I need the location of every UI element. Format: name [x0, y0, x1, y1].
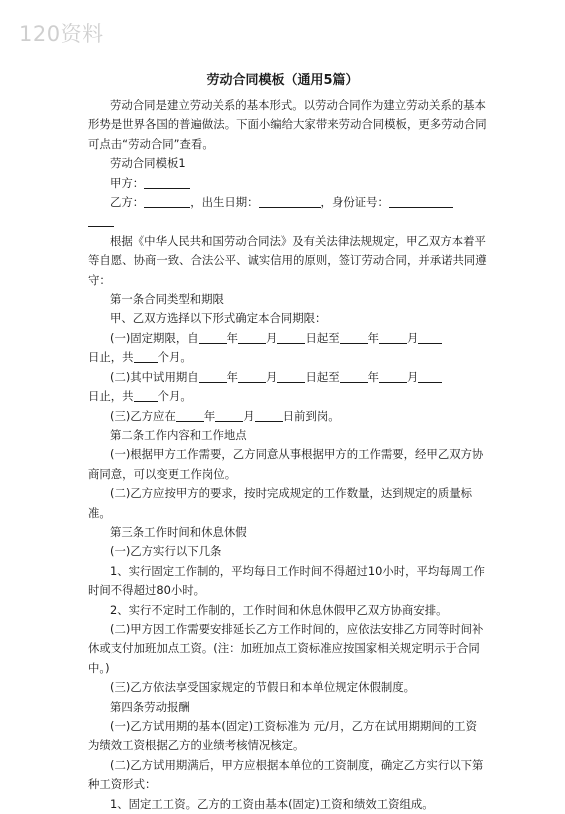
year-label: 年 — [203, 408, 216, 423]
month-label: 月 — [266, 369, 278, 384]
article-1-title: 第一条合同类型和期限 — [110, 292, 224, 307]
year-label: 年 — [226, 330, 239, 345]
report-date-line — [88, 407, 488, 426]
blank — [238, 370, 266, 383]
document-body — [88, 96, 488, 814]
month-label: 月 — [407, 330, 419, 345]
article-3-paragraph-2: 2、实行不定时工作制的，工作时间和休息休假甲乙双方协商安排。 — [110, 602, 448, 617]
blank — [277, 331, 305, 344]
blank — [199, 370, 227, 383]
day-label: 日前到岗。 — [282, 408, 340, 423]
article-2-title: 第二条工作内容和工作地点 — [110, 427, 247, 442]
fixed-term-label: (一)固定期限，自 — [110, 330, 199, 345]
blank — [379, 331, 407, 344]
blank — [255, 409, 283, 422]
blank — [418, 331, 442, 344]
trial-term-label: (二)其中试用期自 — [110, 369, 199, 384]
id-blank — [389, 195, 453, 208]
article-3-paragraph-4: (三)乙方依法享受国家规定的节假日和本单位规定休假制度。 — [110, 680, 416, 695]
article-4-title: 第四条劳动报酬 — [110, 699, 190, 714]
blank — [418, 370, 442, 383]
article-3-paragraph-3: (二)甲方因工作需要安排延长乙方工作时间的，应依法安排乙方同等时间补休或支付加班加点工资。(注：加班加点工资标准应按国家相关规定明示于合同中。) — [88, 621, 484, 675]
birth-label: ，出生日期： — [190, 195, 259, 210]
article-1-intro: 甲、乙双方选择以下形式确定本合同期限： — [110, 311, 327, 326]
article-3-paragraph-1: 1、实行固定工作制的，平均每日工作时间不得超过10小时，平均每周工作时间不得超过80小时。 — [88, 563, 485, 598]
preamble-paragraph: 根据《中华人民共和国劳动合同法》及有关法律法规规定，甲乙双方本着平等自愿、协商一致、合法公平、诚实信用的原则，签订劳动合同，并承诺共同遵守： — [88, 233, 487, 287]
birth-blank — [259, 195, 321, 208]
article-3-subheading: (一)乙方实行以下几条 — [110, 544, 222, 559]
month-label: 月 — [266, 330, 278, 345]
party-b-label: 乙方： — [110, 195, 145, 210]
article-4-paragraph-2: (二)乙方试用期满后，甲方应根据本单位的工资制度，确定乙方实行以下第种工资形式： — [88, 757, 484, 792]
day-end-label: 日止，共 — [88, 350, 134, 365]
blank — [238, 331, 266, 344]
id-blank-continued — [88, 214, 114, 227]
party-b-line — [88, 193, 488, 232]
blank — [134, 389, 158, 402]
party-b-blank — [144, 195, 190, 208]
fixed-term-line — [88, 329, 488, 368]
months-label: 个月。 — [157, 350, 192, 365]
blank — [134, 350, 158, 363]
blank — [379, 370, 407, 383]
intro-paragraph: 劳动合同是建立劳动关系的基本形式。以劳动合同作为建立劳动关系的基本形势是世界各国的普遍做法。下面小编给大家带来劳动合同模板，更多劳动合同可点击“劳动合同”查看。 — [88, 98, 487, 151]
year-label: 年 — [367, 369, 380, 384]
article-2-paragraph-1: (一)根据甲方工作需要，乙方同意从事根据甲方的工作需要，经甲乙双方协商同意，可以变更工作岗位。 — [88, 447, 484, 481]
blank — [199, 331, 227, 344]
document-title: 劳动合同模板（通用5篇） — [206, 73, 359, 88]
template-heading: 劳动合同模板1 — [110, 156, 186, 171]
day-from-label: 日起至 — [305, 369, 340, 384]
blank — [340, 370, 368, 383]
trial-term-line — [88, 368, 488, 407]
months-label: 个月。 — [157, 389, 192, 404]
id-label: ，身份证号： — [320, 195, 389, 210]
party-a-label: 甲方： — [110, 175, 145, 190]
blank — [215, 409, 243, 422]
day-from-label: 日起至 — [305, 330, 340, 345]
blank — [277, 370, 305, 383]
party-a-line — [88, 174, 488, 193]
watermark-logo: 120资料 — [19, 22, 104, 46]
year-label: 年 — [226, 369, 239, 384]
blank — [176, 409, 204, 422]
party-a-blank — [144, 176, 190, 189]
year-label: 年 — [367, 330, 380, 345]
report-label: (三)乙方应在 — [110, 408, 176, 423]
article-4-paragraph-1: (一)乙方试用期的基本(固定)工资标准为 元/月，乙方在试用期期间的工资为绩效工资根据乙方的业绩考核情况核定。 — [88, 719, 477, 753]
article-2-paragraph-2: (二)乙方应按甲方的要求，按时完成规定的工作数量，达到规定的质量标准。 — [88, 486, 472, 520]
month-label: 月 — [407, 369, 419, 384]
article-4-paragraph-3: 1、固定工工资。乙方的工资由基本(固定)工资和绩效工资组成。 — [110, 796, 434, 811]
day-end-label: 日止，共 — [88, 389, 134, 404]
blank — [340, 331, 368, 344]
month-label: 月 — [243, 408, 255, 423]
article-3-title: 第三条工作时间和休息休假 — [110, 524, 247, 539]
